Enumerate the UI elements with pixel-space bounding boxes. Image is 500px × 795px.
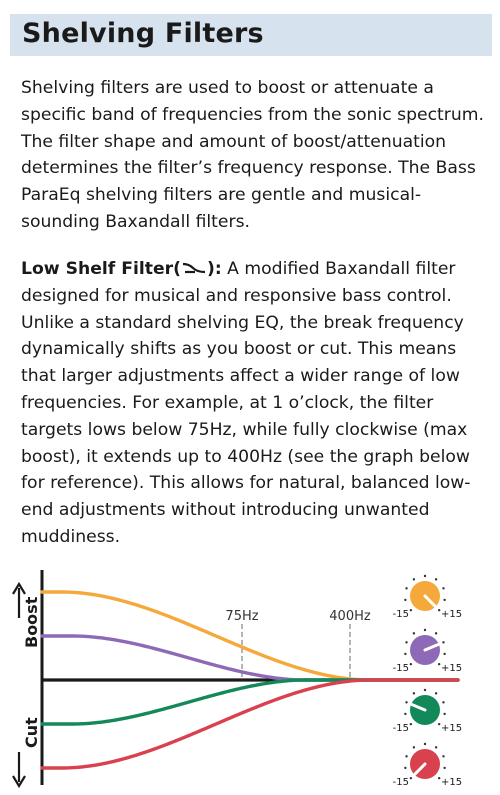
knob-tick xyxy=(404,599,406,601)
knob-tick xyxy=(442,755,444,757)
y-label-boost: Boost xyxy=(22,596,41,648)
knob-tick xyxy=(435,692,437,694)
knob-tick xyxy=(424,575,426,577)
knob-tick xyxy=(435,632,437,634)
knob-tick xyxy=(443,653,445,655)
gain-knob-icon xyxy=(393,575,462,620)
section-heading: Shelving Filters xyxy=(22,18,264,49)
knob-tick xyxy=(443,767,445,769)
knob-tick xyxy=(405,755,407,757)
knob-tick xyxy=(424,743,426,745)
intro-paragraph: Shelving filters are used to boost or attenuate a specific band of frequencies from the sonic spectrum. The filter shape and amount of boost/attenuation determines the filter’s frequency response. The Bass ParaEq shelving filters are gentle and musical-sounding Baxandall filters. xyxy=(21,78,484,232)
knob-tick xyxy=(443,599,445,601)
knob-max-label: +15 xyxy=(441,609,463,620)
knob-max-label: +15 xyxy=(441,777,463,788)
low-shelf-description: A modified Baxandall filter designed for musical and responsive bass control. Unlike a standard shelving EQ, the break frequency dynamically shifts as you boost or cut. This means that larger adjustments affect a wider range of low frequencies. For example, at 1 o’clock, the filter targets lows below 75Hz, while fully clockwise (max boost), it extends up to 400Hz (see the graph below for reference). This allows for natural, balanced low-end adjustments without introducing unwanted muddiness. xyxy=(21,259,471,547)
knob-tick xyxy=(442,641,444,643)
knob-tick xyxy=(410,723,412,725)
knob-tick xyxy=(404,653,406,655)
knob-max-label: +15 xyxy=(441,663,463,674)
low-shelf-symbol-icon xyxy=(181,261,207,275)
knob-tick xyxy=(410,609,412,611)
frequency-marker-label: 75Hz xyxy=(225,609,259,624)
low-shelf-lead-end: ): xyxy=(206,259,222,279)
low-shelf-response-graph xyxy=(0,560,500,795)
section-heading-bar xyxy=(10,14,492,56)
knob-tick xyxy=(438,663,440,665)
knob-min-label: -15 xyxy=(392,663,409,674)
knob-tick xyxy=(405,587,407,589)
low-shelf-paragraph xyxy=(21,256,486,551)
knob-max-label: +15 xyxy=(441,723,463,734)
knob-tick xyxy=(438,777,440,779)
knob-tick xyxy=(438,723,440,725)
cut-arrow-icon xyxy=(13,752,25,786)
knob-tick xyxy=(413,746,415,748)
knob-tick xyxy=(410,663,412,665)
knob-tick xyxy=(438,609,440,611)
knob-tick xyxy=(413,692,415,694)
knob-tick xyxy=(435,578,437,580)
knob-tick xyxy=(413,578,415,580)
knob-min-label: -15 xyxy=(392,777,409,788)
knob-tick xyxy=(405,701,407,703)
knob-tick xyxy=(413,632,415,634)
knob-tick xyxy=(405,641,407,643)
gain-knob-icon xyxy=(393,689,462,734)
knob-tick xyxy=(424,689,426,691)
low-shelf-lead-start: Low Shelf Filter( xyxy=(21,259,181,279)
response-curve xyxy=(42,680,458,724)
gain-knob-icon xyxy=(393,629,462,674)
knob-tick xyxy=(442,587,444,589)
knob-tick xyxy=(435,746,437,748)
knob-min-label: -15 xyxy=(392,609,409,620)
y-label-cut: Cut xyxy=(22,717,41,748)
knob-tick xyxy=(404,767,406,769)
frequency-marker-label: 400Hz xyxy=(329,609,371,624)
gain-knob-icon xyxy=(393,743,462,788)
knob-tick xyxy=(443,713,445,715)
knob-tick xyxy=(404,713,406,715)
knob-min-label: -15 xyxy=(392,723,409,734)
knob-tick xyxy=(410,777,412,779)
knob-tick xyxy=(424,629,426,631)
knob-tick xyxy=(442,701,444,703)
